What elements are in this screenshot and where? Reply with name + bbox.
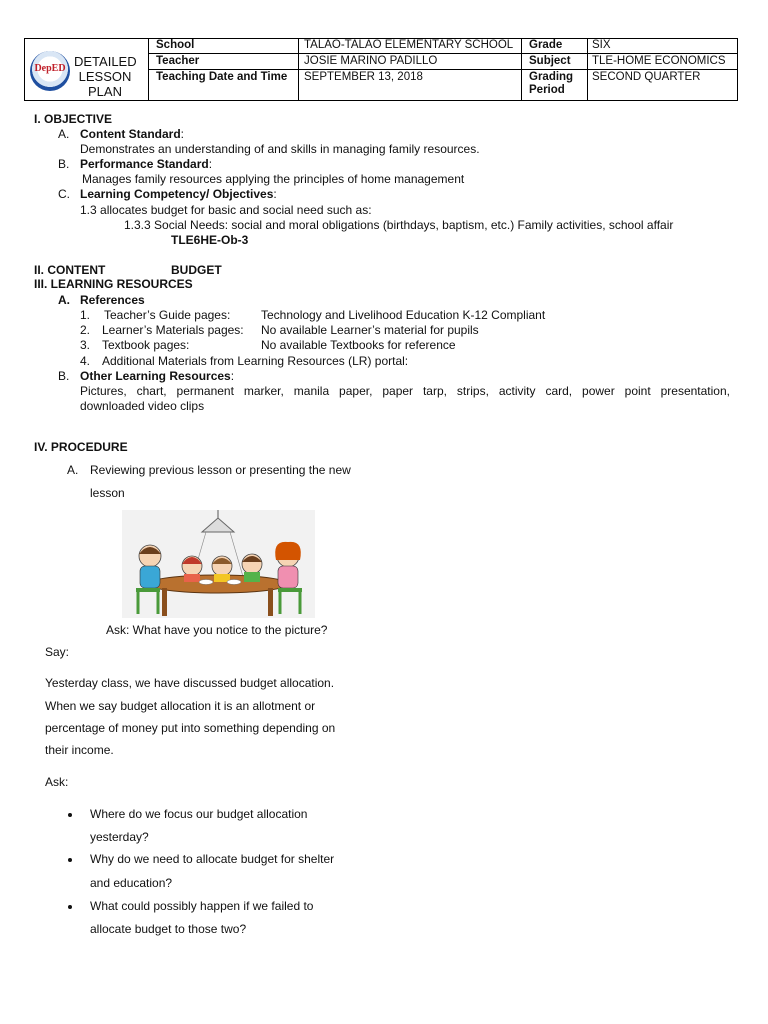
teacher-label: Teacher xyxy=(156,55,200,67)
performance-standard-label: Performance Standard: xyxy=(80,157,213,171)
date-value: SEPTEMBER 13, 2018 xyxy=(304,71,423,83)
say-label: Say: xyxy=(45,645,70,659)
detailed-lesson-plan-title: DETAILED LESSON PLAN xyxy=(74,54,137,99)
question-3-line-2: allocate budget to those two? xyxy=(90,922,247,936)
reference-num-2: 2. xyxy=(80,323,91,337)
reference-value-1: Technology and Livelihood Education K-12 Compliant xyxy=(261,308,546,322)
learning-resources-heading: III. LEARNING RESOURCES xyxy=(34,277,193,291)
paragraph-line-3: percentage of money put into something depending on xyxy=(45,721,336,735)
paragraph-line-1: Yesterday class, we have discussed budget allocation. xyxy=(45,676,335,690)
question-2-line-1: Why do we need to allocate budget for shelter xyxy=(90,852,335,866)
question-1-line-2: yesterday? xyxy=(90,830,149,844)
objective-a-marker: A. xyxy=(58,127,70,141)
reference-label-1: Teacher’s Guide pages: xyxy=(104,308,231,322)
objective-b-marker: B. xyxy=(58,157,70,171)
bullet-dot xyxy=(68,813,72,817)
subject-value: TLE-HOME ECONOMICS xyxy=(592,55,726,67)
deped-logo: DepED xyxy=(30,51,70,91)
content-value: BUDGET xyxy=(171,263,222,277)
ask-label: Ask: xyxy=(45,775,69,789)
competency-line-2: 1.3.3 Social Needs: social and moral obligations (birthdays, baptism, etc.) Family activities, school affair xyxy=(124,218,674,232)
other-resources-label: Other Learning Resources: xyxy=(80,369,235,383)
bullet-dot xyxy=(68,905,72,909)
procedure-a-line-1: Reviewing previous lesson or presenting the new xyxy=(90,463,351,477)
competency-line-1: 1.3 allocates budget for basic and social need such as: xyxy=(80,203,372,217)
performance-standard-text: Manages family resources applying the principles of home management xyxy=(82,172,465,186)
objective-c-marker: C. xyxy=(58,187,70,201)
reference-label-3: Textbook pages: xyxy=(102,338,190,352)
family-dinner-illustration xyxy=(122,510,315,618)
school-label: School xyxy=(156,39,195,51)
procedure-heading: IV. PROCEDURE xyxy=(34,440,128,454)
ask-picture-question: Ask: What have you notice to the picture? xyxy=(106,623,328,637)
reference-label-4: Additional Materials from Learning Resources (LR) portal: xyxy=(102,354,409,368)
objective-heading: I. OBJECTIVE xyxy=(34,112,113,126)
question-2-line-2: and education? xyxy=(90,876,173,890)
grade-label: Grade xyxy=(529,39,563,51)
other-resources-line-1: Pictures, chart, permanent marker, manila paper, paper tarp, strips, activity card, power point presentation, xyxy=(80,384,730,398)
reference-label-2: Learner’s Materials pages: xyxy=(102,323,244,337)
question-1-line-1: Where do we focus our budget allocation xyxy=(90,807,308,821)
references-label: References xyxy=(80,293,145,307)
reference-num-3: 3. xyxy=(80,338,91,352)
procedure-a-marker: A. xyxy=(67,463,79,477)
paragraph-line-2: When we say budget allocation it is an allotment or xyxy=(45,699,316,713)
grade-value: SIX xyxy=(592,39,611,51)
reference-num-4: 4. xyxy=(80,354,91,368)
paragraph-line-4: their income. xyxy=(45,743,114,757)
teacher-value: JOSIE MARINO PADILLO xyxy=(304,55,438,67)
other-resources-marker: B. xyxy=(58,369,70,383)
other-resources-line-2: downloaded video clips xyxy=(80,399,205,413)
references-marker: A. xyxy=(58,293,70,307)
period-value: SECOND QUARTER xyxy=(592,71,701,83)
reference-value-3: No available Textbooks for reference xyxy=(261,338,456,352)
reference-value-2: No available Learner’s material for pupils xyxy=(261,323,479,337)
subject-label: Subject xyxy=(529,55,571,67)
reference-num-1: 1. xyxy=(80,308,91,322)
date-label: Teaching Date and Time xyxy=(156,71,288,83)
bullet-dot xyxy=(68,858,72,862)
period-label: Grading Period xyxy=(529,71,574,96)
procedure-a-line-2: lesson xyxy=(90,486,125,500)
learning-competency-label: Learning Competency/ Objectives: xyxy=(80,187,277,201)
question-3-line-1: What could possibly happen if we failed to xyxy=(90,899,314,913)
competency-code: TLE6HE-Ob-3 xyxy=(171,233,249,247)
school-value: TALAO-TALAO ELEMENTARY SCHOOL xyxy=(304,39,514,51)
content-standard-text: Demonstrates an understanding of and skills in managing family resources. xyxy=(80,142,480,156)
content-heading: II. CONTENT xyxy=(34,263,106,277)
content-standard-label: Content Standard: xyxy=(80,127,185,141)
